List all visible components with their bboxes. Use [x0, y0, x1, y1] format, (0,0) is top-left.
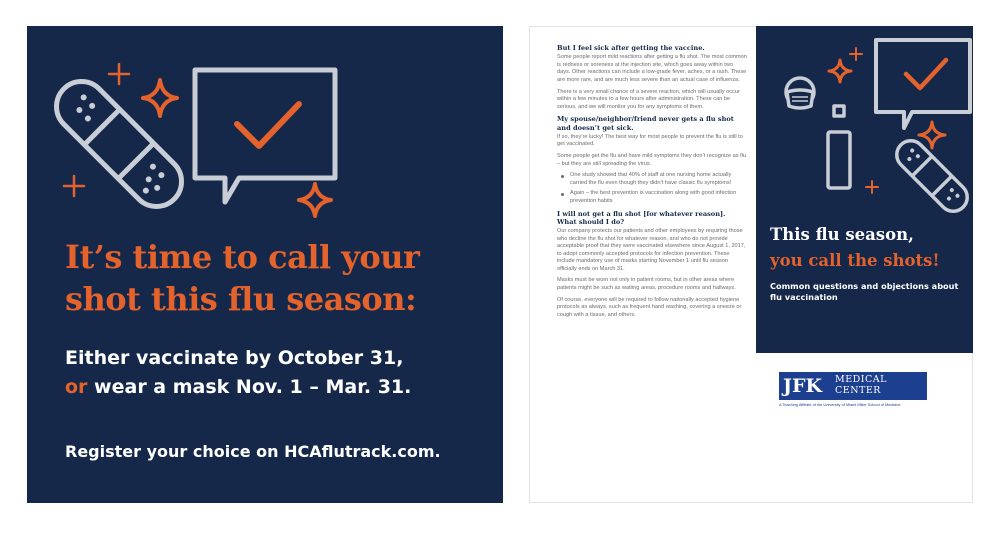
section-heading: My spouse/neighbor/friend never gets a flu shot and doesn’t get sick.	[557, 115, 734, 132]
plus-icon	[866, 181, 878, 193]
logo-tagline: A Teaching Affiliate of the University of Miami Miller School of Medicine	[779, 402, 901, 407]
section-heading: But I feel sick after getting the vaccine.	[557, 44, 705, 52]
bandage-icon	[46, 71, 192, 217]
sparkle-icon	[919, 122, 945, 148]
brochure-cover-panel	[756, 26, 973, 353]
logo-medical-center	[835, 374, 887, 396]
section-paragraph: Some people get the flu and have mild symptoms they don’t recognize as flu – but they are still spreading the virus.	[557, 152, 747, 167]
section-paragraph: Our company protects our patients and other employees by requiring those who decline the flu shot for whatever reason, and who do not provide acceptable proof that they were vaccinated elsewhere since August 1, 2017, to adopt commonly accepted protocols for infection prevention. These include mandatory use of masks starting November 1 until flu season officially ends on March 31.	[557, 227, 746, 272]
panel-title: This flu season,	[770, 225, 914, 244]
section-paragraph: Some people report mild reactions after getting a flu shot. The most common is redness or soreness at the injection site, which goes away within two days. Other reactions can include a low-grade fever, aches, or a rash. These are more rare, and are much less severe than an actual case of influenza.	[557, 54, 747, 83]
panel-subtitle: you call the shots!	[770, 251, 940, 270]
flu-poster	[27, 26, 503, 503]
register-line: Register your choice on HCAflutrack.com.	[65, 442, 441, 461]
flu-brochure	[529, 26, 973, 503]
section-paragraph: There is a very small chance of a severe reaction, which will usually occur within a few minutes to a few hours after administration. These can be serious, and we will monitor you for any symptoms of them.	[557, 88, 740, 110]
poster-illustration	[27, 26, 503, 256]
poster-subtext	[65, 344, 495, 402]
logo-medical: MEDICAL	[835, 374, 887, 385]
headline-line-1: It’s time to call your	[65, 238, 420, 276]
poster-headline	[65, 236, 495, 320]
bullet-item: Again – the best prevention is vaccination along with good infection prevention habits	[557, 190, 747, 205]
sparkle-icon	[143, 80, 177, 116]
section-paragraph: If so, they’re lucky! The best way for most people to prevent the flu is still to get vaccinated.	[557, 133, 743, 148]
speech-bubble-check-icon	[195, 70, 335, 202]
logo-center: CENTER	[835, 385, 881, 396]
masked-person-icon	[786, 78, 850, 188]
jfk-medical-center-logo	[779, 372, 927, 412]
speech-bubble-check-icon	[876, 40, 970, 128]
subtext-line-2-text: wear a mask Nov. 1 – Mar. 31.	[87, 376, 412, 398]
logo-jfk: JFK	[783, 375, 822, 397]
sparkle-icon	[299, 184, 331, 216]
or-word: or	[65, 376, 88, 398]
plus-icon	[850, 48, 862, 60]
section-paragraph: Masks must be worn not only in patient rooms, but in other areas where patients might be such as waiting areas, procedure rooms and hallways.	[557, 277, 736, 292]
bullet-list	[557, 172, 747, 205]
plus-icon	[64, 176, 84, 196]
panel-illustration	[756, 26, 973, 216]
plus-icon	[109, 64, 129, 84]
section-heading: I will not get a flu shot [for whatever reason]. What should I do?	[557, 209, 726, 226]
subtext-line-2	[65, 373, 495, 402]
section-paragraph: Of course, everyone will be required to follow nationally accepted hygiene protocols as always, such as frequent hand washing, covering a sneeze or cough with a tissue, and others.	[557, 296, 742, 318]
sparkle-icon	[829, 60, 851, 82]
headline-line-2: shot this flu season:	[65, 280, 417, 318]
panel-description: Common questions and objections about flu vaccination	[770, 281, 959, 302]
bullet-item: One study showed that 40% of staff at one nursing home actually carried the flu even though they didn’t have classic flu symptoms!	[557, 172, 747, 187]
brochure-text-column	[557, 44, 747, 323]
subtext-line-1: Either vaccinate by October 31,	[65, 347, 404, 369]
